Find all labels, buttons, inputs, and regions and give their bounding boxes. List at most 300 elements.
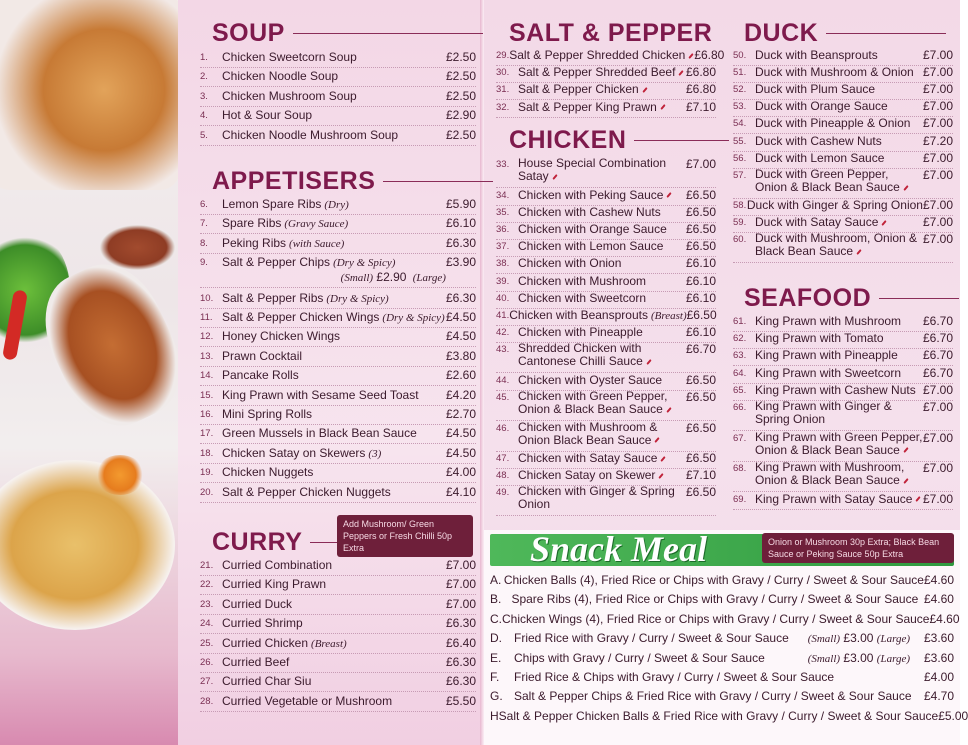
item-name: Salt & Pepper King Prawn	[518, 100, 686, 114]
menu-item	[200, 368, 476, 386]
menu-item	[200, 310, 476, 328]
seafood-heading: SEAFOOD	[744, 284, 959, 313]
menu-item	[200, 426, 476, 444]
item-price: £2.60	[445, 368, 476, 383]
snack-letter: A.	[490, 573, 502, 587]
item-name: Duck with Lemon Sauce	[755, 150, 885, 165]
size-large-label: (Large)	[876, 633, 910, 646]
menu-item	[496, 342, 716, 373]
item-number: 9.	[200, 257, 208, 269]
item-price: £6.50	[685, 420, 716, 435]
item-name: Chicken with Satay Sauce	[518, 451, 686, 465]
item-price: £7.00	[922, 82, 953, 97]
item-name: Duck with Pineapple & Onion	[755, 116, 911, 131]
menu-item	[496, 421, 716, 452]
item-number: 47.	[496, 453, 510, 464]
menu-item	[733, 461, 953, 492]
item-name: Spare Ribs (Gravy Sauce)	[222, 216, 349, 231]
size-small-price: £3.00	[840, 631, 877, 646]
item-number: 40.	[496, 292, 510, 304]
item-price: £7.10	[685, 99, 716, 114]
item-number: 28.	[200, 695, 214, 707]
item-price: £7.00	[922, 215, 953, 230]
chilli-icon	[903, 447, 908, 453]
item-name: King Prawn with Tomato	[755, 331, 884, 346]
item-number: 39.	[496, 275, 510, 287]
menu-item	[200, 291, 476, 309]
item-name: Salt & Pepper Ribs (Dry & Spicy)	[222, 290, 389, 305]
item-number: 30.	[496, 67, 510, 79]
size-small-price: £2.90	[373, 270, 410, 285]
item-name: Salt & Pepper Shredded Beef	[518, 65, 686, 79]
item-price: £4.50	[445, 426, 476, 441]
item-price: £2.50	[445, 88, 476, 103]
menu-item	[733, 134, 953, 152]
snack-name: Chips with Gravy / Curry / Sweet & Sour Sauce	[514, 650, 765, 665]
item-price: £6.30	[445, 674, 476, 689]
item-number: 64.	[733, 367, 747, 379]
item-price: £7.00	[922, 99, 953, 114]
item-price: £6.80	[685, 82, 716, 97]
item-price: £6.50	[685, 221, 716, 236]
snack-price: £4.60	[923, 592, 954, 607]
snack-name: Salt & Pepper Chips & Fried Rice with Gravy / Curry / Sweet & Sour Sauce	[514, 689, 912, 704]
chilli-icon	[646, 359, 651, 365]
item-name: Chicken Satay on Skewer	[518, 468, 686, 482]
item-price: £6.30	[445, 235, 476, 250]
item-price: £6.50	[685, 239, 716, 254]
item-name: Chicken with Pineapple	[518, 325, 643, 340]
item-name: King Prawn with Sweetcorn	[755, 365, 902, 380]
menu-item	[496, 157, 716, 188]
item-name: Prawn Cocktail	[222, 348, 303, 363]
item-name: Duck with Satay Sauce	[755, 215, 923, 229]
menu-item	[733, 492, 953, 510]
menu-item	[733, 400, 953, 431]
item-price: £6.10	[685, 273, 716, 288]
chilli-icon	[903, 478, 908, 484]
item-price: £7.00	[685, 157, 716, 171]
item-price: £6.10	[685, 290, 716, 305]
item-name: Chicken with Orange Sauce	[518, 221, 667, 236]
menu-item	[200, 407, 476, 425]
item-number: 35.	[496, 206, 510, 218]
item-price: £6.70	[922, 365, 953, 380]
item-name: Chicken with Mushroom	[518, 273, 647, 288]
snack-letter: H	[490, 708, 499, 723]
menu-item	[496, 222, 716, 240]
menu-item	[200, 636, 476, 654]
item-number: 38.	[496, 258, 510, 270]
size-large-label: (Large)	[412, 272, 446, 285]
item-name: Salt & Pepper Chips (Dry & Spicy) (Small) £2.90 (Large)	[222, 255, 446, 285]
snack-letter: D.	[490, 631, 502, 646]
snack-item	[490, 592, 954, 610]
snack-name: Salt & Pepper Chicken Balls & Fried Rice with Gravy / Curry / Sweet & Sour Sauce	[498, 708, 939, 723]
item-name: Salt & Pepper Shredded Chicken	[509, 48, 694, 62]
size-small-label: (Small)	[340, 272, 374, 285]
snack-name: Chicken Wings (4), Fried Rice or Chips with Gravy / Curry / Sweet & Sour Sauce	[502, 611, 930, 626]
item-name: House Special Combination Satay	[518, 156, 667, 183]
item-price: £4.00	[445, 465, 476, 480]
item-price: £5.90	[445, 197, 476, 211]
item-name: Chicken Nuggets	[222, 465, 314, 480]
snack-extras-note: Onion or Mushroom 30p Extra; Black Bean Sauce or Peking Sauce 50p Extra	[762, 533, 954, 563]
item-price: £6.50	[685, 485, 716, 500]
snack-item	[490, 631, 954, 649]
chilli-icon	[856, 249, 861, 255]
item-name: Chicken Sweetcorn Soup	[222, 50, 357, 64]
item-number: 19.	[200, 467, 214, 479]
item-name: Chicken with Green Pepper, Onion & Black Bean Sauce	[518, 390, 686, 416]
dip-sauce-photo	[100, 225, 175, 270]
item-number: 44.	[496, 374, 510, 386]
item-price: £7.00	[922, 430, 953, 445]
menu-item	[496, 451, 716, 469]
item-price: £6.70	[922, 314, 953, 328]
item-price: £7.00	[922, 461, 953, 475]
item-note: (Dry)	[324, 199, 349, 211]
item-price: £6.50	[685, 372, 716, 387]
item-name: Duck with Ginger & Spring Onion	[746, 198, 923, 213]
item-number: 51.	[733, 67, 747, 79]
item-number: 60.	[733, 234, 747, 246]
chilli-icon	[642, 87, 647, 93]
item-name: Shredded Chicken with Cantonese Chilli Sauce	[518, 342, 686, 368]
item-number: 27.	[200, 676, 214, 688]
item-number: 22.	[200, 579, 214, 591]
menu-item	[733, 65, 953, 83]
item-price: £6.10	[445, 216, 476, 231]
menu-item	[733, 431, 953, 462]
item-number: 56.	[733, 152, 747, 164]
item-number: 15.	[200, 389, 214, 401]
snack-sizes	[808, 631, 910, 649]
item-price: £6.30	[445, 655, 476, 669]
menu-item	[200, 558, 476, 576]
item-price: £6.80	[694, 48, 725, 62]
snack-price: £4.00	[923, 670, 954, 684]
item-price: £7.20	[922, 133, 953, 148]
snack-sizes	[808, 651, 910, 669]
menu-item	[200, 236, 476, 254]
item-name: Peking Ribs (with Sauce)	[222, 235, 345, 250]
item-note: (Dry & Spicy)	[382, 312, 445, 324]
item-number: 4.	[200, 110, 208, 122]
menu-item	[496, 308, 716, 326]
menu-item	[200, 388, 476, 406]
snack-item	[490, 651, 954, 669]
item-price: £7.00	[922, 382, 953, 397]
chilli-icon	[666, 407, 671, 413]
item-price: £7.00	[922, 150, 953, 165]
item-price: £7.00	[922, 198, 953, 213]
chilli-icon	[552, 174, 557, 180]
item-price: £6.70	[922, 331, 953, 346]
item-number: 1.	[200, 52, 208, 63]
item-number: 49.	[496, 487, 510, 499]
menu-item	[496, 65, 716, 83]
menu-item	[200, 655, 476, 673]
size-small-price: £3.00	[840, 650, 877, 665]
item-price: £5.50	[445, 693, 476, 708]
item-name: King Prawn with Mushroom	[755, 314, 902, 328]
chilli-icon	[659, 473, 664, 479]
item-name: Chicken Noodle Soup	[222, 69, 339, 84]
menu-item	[496, 82, 716, 100]
item-number: 29.	[496, 50, 510, 61]
item-number: 55.	[733, 135, 747, 147]
spring-rolls-photo	[0, 0, 180, 190]
item-name: Curried Duck	[222, 596, 293, 611]
item-number: 50.	[733, 50, 747, 61]
size-large-label: (Large)	[876, 652, 910, 665]
item-number: 63.	[733, 350, 747, 362]
menu-item	[200, 694, 476, 712]
item-price: £6.80	[685, 65, 716, 80]
item-note: (Breast)	[650, 309, 687, 322]
item-number: 24.	[200, 618, 214, 630]
item-price: £4.10	[445, 484, 476, 499]
snack-price: £4.60	[923, 573, 954, 587]
item-name: Salt & Pepper Chicken Wings (Dry & Spicy)	[222, 310, 445, 324]
food-photo-strip	[0, 0, 178, 745]
item-name: Green Mussels in Black Bean Sauce	[222, 426, 417, 441]
item-number: 21.	[200, 560, 214, 571]
menu-item	[733, 116, 953, 134]
chilli-icon	[661, 456, 666, 462]
menu-item	[733, 99, 953, 117]
snack-letter: B.	[490, 592, 502, 607]
item-note: (Dry & Spicy)	[333, 257, 396, 270]
item-name: Duck with Mushroom & Onion	[755, 65, 914, 80]
item-price: £2.50	[445, 50, 476, 64]
item-name: Chicken with Lemon Sauce	[518, 239, 664, 254]
item-size-line	[222, 270, 446, 284]
chilli-icon	[689, 53, 694, 59]
item-name: Pancake Rolls	[222, 368, 299, 383]
item-name: Lemon Spare Ribs (Dry)	[222, 197, 349, 211]
item-name: Salt & Pepper Chicken Nuggets	[222, 484, 391, 499]
item-price: £7.00	[445, 577, 476, 592]
menu-item	[200, 465, 476, 483]
item-price: £4.50	[445, 329, 476, 344]
item-price: £7.00	[445, 596, 476, 611]
menu-item	[200, 50, 476, 68]
item-name: Chicken with Peking Sauce	[518, 188, 686, 202]
item-price: £7.00	[445, 558, 476, 572]
menu-item	[200, 577, 476, 595]
item-price: £6.70	[922, 348, 953, 363]
curry-heading: CURRY	[212, 528, 346, 557]
menu-item	[496, 291, 716, 309]
snack-name: Fried Rice with Gravy / Curry / Sweet & Sour Sauce	[514, 631, 789, 646]
item-number: 62.	[733, 333, 747, 345]
snack-item	[490, 670, 954, 688]
item-note: (Dry & Spicy)	[326, 292, 389, 305]
item-price: £6.50	[685, 390, 716, 404]
item-price: £2.50	[445, 127, 476, 142]
item-number: 52.	[733, 84, 747, 96]
item-price: £6.50	[685, 204, 716, 219]
menu-item	[496, 256, 716, 274]
item-number: 48.	[496, 470, 510, 482]
chilli-icon	[903, 185, 908, 191]
item-name: King Prawn with Sesame Seed Toast	[222, 387, 419, 402]
item-name: Chicken with Beansprouts (Breast)	[509, 307, 687, 322]
chilli-icon	[660, 104, 665, 110]
item-name: Chicken with Ginger & Spring Onion	[518, 484, 675, 512]
item-note: (with Sauce)	[289, 237, 345, 250]
snack-price: £3.60	[923, 631, 954, 646]
item-price: £6.40	[445, 635, 476, 650]
menu-item	[733, 366, 953, 384]
soup-heading: SOUP	[212, 19, 483, 48]
item-price: £2.70	[445, 407, 476, 421]
item-name: Duck with Orange Sauce	[755, 99, 888, 114]
chilli-icon	[667, 192, 672, 198]
item-name: Honey Chicken Wings	[222, 329, 341, 344]
item-name: King Prawn with Satay Sauce	[755, 492, 923, 506]
item-number: 17.	[200, 428, 214, 440]
menu-item	[733, 232, 953, 263]
item-name: King Prawn with Pineapple	[755, 348, 898, 363]
item-name: King Prawn with Mushroom, Onion & Black Bean Sauce	[755, 461, 923, 487]
item-note: (Gravy Sauce)	[284, 218, 349, 231]
snack-letter: E.	[490, 650, 502, 665]
item-price: £4.20	[445, 387, 476, 402]
size-small-label: (Small)	[807, 633, 841, 646]
menu-item	[200, 128, 476, 146]
item-number: 33.	[496, 159, 510, 170]
item-number: 26.	[200, 657, 214, 668]
menu-item	[733, 168, 953, 199]
item-number: 23.	[200, 598, 214, 610]
item-price: £7.10	[685, 468, 716, 483]
item-name: Chicken with Onion	[518, 256, 622, 271]
item-name: Salt & Pepper Chicken	[518, 82, 686, 96]
snack-item	[490, 708, 968, 727]
item-number: 25.	[200, 637, 214, 649]
item-number: 10.	[200, 292, 214, 304]
menu-item	[496, 390, 716, 421]
item-price: £7.00	[922, 167, 953, 182]
item-name: King Prawn with Cashew Nuts	[755, 382, 916, 397]
item-price: £7.00	[922, 65, 953, 80]
item-price: £6.30	[445, 290, 476, 305]
item-number: 41.	[496, 309, 510, 321]
item-name: King Prawn with Green Pepper, Onion & Black Bean Sauce	[755, 429, 923, 457]
item-name: Chicken Satay on Skewers (3)	[222, 445, 382, 460]
item-number: 31.	[496, 84, 510, 96]
item-name: Mini Spring Rolls	[222, 407, 313, 421]
item-name: Hot & Sour Soup	[222, 108, 313, 123]
item-number: 34.	[496, 189, 510, 201]
item-name: Duck with Green Pepper, Onion & Black Bean Sauce	[755, 168, 923, 194]
item-name: Duck with Cashew Nuts	[755, 133, 882, 148]
size-small-label: (Small)	[807, 652, 841, 665]
item-number: 58.	[733, 200, 747, 212]
menu-item	[496, 188, 716, 206]
carrot-flower-photo	[95, 455, 145, 495]
item-price: £7.00	[922, 116, 953, 131]
menu-item	[496, 274, 716, 292]
item-number: 54.	[733, 118, 747, 130]
item-number: 59.	[733, 217, 747, 229]
menu-item	[496, 100, 716, 118]
chilli-icon	[882, 220, 887, 226]
item-number: 13.	[200, 350, 214, 362]
item-number: 68.	[733, 463, 747, 474]
item-name: Chicken with Mushroom & Onion Black Bean Sauce	[518, 421, 686, 447]
item-number: 18.	[200, 447, 214, 459]
item-name: Chicken Noodle Mushroom Soup	[222, 127, 399, 142]
menu-item	[200, 616, 476, 634]
item-price: £7.00	[922, 491, 953, 506]
menu-item	[200, 674, 476, 692]
chilli-icon	[679, 70, 684, 76]
menu-item	[733, 348, 953, 366]
item-name: Curried Vegetable or Mushroom	[222, 693, 393, 708]
item-number: 66.	[733, 402, 747, 413]
snack-meal-title: Snack Meal	[530, 529, 708, 569]
item-number: 11.	[200, 312, 213, 323]
item-price: £3.80	[445, 348, 476, 363]
item-name: Chicken with Sweetcorn	[518, 290, 647, 305]
item-price: £2.50	[445, 69, 476, 84]
item-name: Curried King Prawn	[222, 577, 327, 592]
menu-item	[200, 216, 476, 234]
menu-item	[200, 89, 476, 107]
item-name: Curried Beef	[222, 655, 290, 669]
item-price: £4.50	[445, 310, 476, 324]
item-price: £6.50	[685, 187, 716, 202]
item-number: 5.	[200, 129, 208, 141]
menu-item	[200, 446, 476, 464]
item-number: 20.	[200, 486, 214, 498]
menu-item	[496, 239, 716, 257]
item-price: £7.00	[922, 48, 953, 62]
snack-price: £4.60	[929, 611, 960, 626]
item-number: 6.	[200, 199, 208, 210]
item-number: 43.	[496, 344, 510, 356]
item-price: £6.50	[686, 307, 717, 322]
item-name: Curried Char Siu	[222, 674, 312, 689]
menu-item	[733, 331, 953, 349]
item-name: Chicken Mushroom Soup	[222, 88, 357, 103]
item-number: 12.	[200, 331, 214, 343]
item-price: £6.70	[685, 342, 716, 357]
item-note: (Breast)	[311, 637, 347, 650]
item-number: 45.	[496, 392, 510, 403]
item-price: £3.90	[445, 255, 476, 270]
menu-item	[733, 151, 953, 169]
item-price: £4.50	[445, 445, 476, 460]
item-number: 37.	[496, 241, 510, 253]
item-price: £2.90	[445, 108, 476, 123]
menu-item	[200, 69, 476, 87]
snack-letter: C.	[490, 611, 502, 626]
item-price: £7.00	[922, 400, 953, 414]
item-number: 46.	[496, 422, 510, 434]
item-name: Curried Combination	[222, 558, 333, 572]
item-name: Curried Shrimp	[222, 616, 303, 631]
item-number: 2.	[200, 71, 208, 83]
item-number: 57.	[733, 169, 747, 181]
item-name: King Prawn with Ginger & Spring Onion	[755, 399, 892, 426]
menu-item	[733, 48, 953, 66]
appetisers-heading: APPETISERS	[212, 167, 493, 196]
